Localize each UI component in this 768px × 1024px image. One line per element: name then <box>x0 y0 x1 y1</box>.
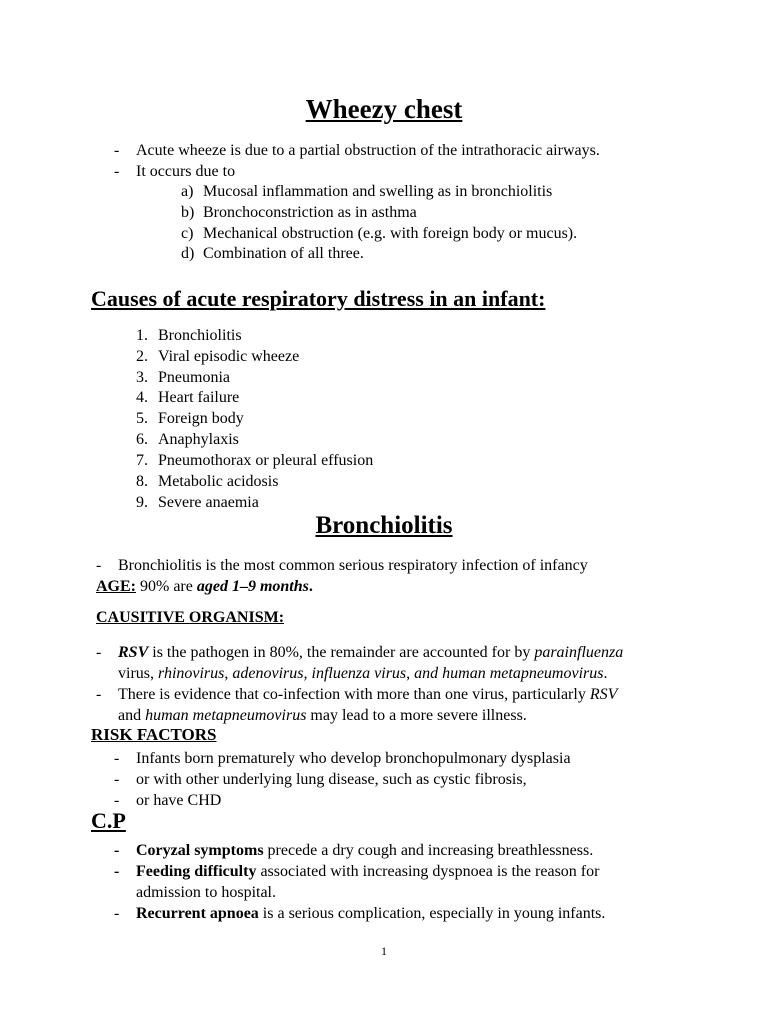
risk-item: or with other underlying lung disease, such as cystic fibrosis, <box>136 771 527 788</box>
list-item <box>136 430 239 450</box>
age-label: AGE: <box>96 578 136 595</box>
list-text: Viral episodic wheeze <box>158 348 300 365</box>
list-marker: 5. <box>136 410 148 427</box>
age-text: 90% are <box>136 578 197 595</box>
list-item <box>136 493 259 513</box>
page-number: 1 <box>381 944 387 958</box>
list-item <box>136 326 242 346</box>
organism-line-2 <box>118 664 607 684</box>
cause-item <box>181 244 364 264</box>
bullet-dash: - <box>114 142 120 159</box>
organism-line-1 <box>118 643 623 663</box>
organism-text: There is evidence that co-infection with more than one virus, particularly <box>118 686 590 703</box>
risk-item: Infants born prematurely who develop bronchopulmonary dysplasia <box>136 750 571 767</box>
rsv-term: RSV <box>589 686 618 703</box>
bronchiolitis-line-1: Bronchiolitis is the most common serious respiratory infection of infancy <box>118 557 588 574</box>
bullet-dash: - <box>114 863 120 880</box>
bullet-dash: - <box>114 842 120 859</box>
rsv-term: RSV <box>118 644 149 661</box>
cp-text: associated with increasing dyspnoea is the reason for <box>256 863 600 880</box>
bullet-dash: - <box>114 750 120 767</box>
bullet-dash: - <box>114 771 120 788</box>
list-marker: 6. <box>136 431 148 448</box>
organism-heading: CAUSITIVE ORGANISM: <box>96 609 285 626</box>
list-text: Foreign body <box>158 410 244 427</box>
organism-text: is the pathogen in 80%, the remainder are accounted for by <box>148 644 535 661</box>
cause-text: Combination of all three. <box>203 245 364 262</box>
organism-text: . <box>603 665 608 682</box>
list-text: Bronchiolitis <box>158 327 242 344</box>
list-text: Anaphylaxis <box>158 431 239 448</box>
cause-text: Mucosal inflammation and swelling as in bronchiolitis <box>203 183 553 200</box>
intro-line-1: Acute wheeze is due to a partial obstruction of the intrathoracic airways. <box>136 142 600 159</box>
cp-item <box>136 862 599 882</box>
bronchiolitis-heading: Bronchiolitis <box>315 512 453 539</box>
list-item <box>136 347 299 367</box>
cause-item <box>181 203 417 223</box>
cp-item <box>136 904 605 924</box>
list-item <box>136 388 239 408</box>
page-title: Wheezy chest <box>305 94 463 124</box>
bullet-dash: - <box>96 557 102 574</box>
rhinovirus-term: rhinovirus <box>158 665 225 682</box>
cause-text: Mechanical obstruction (e.g. with foreign body or mucus). <box>203 225 578 242</box>
parainfluenza-term: parainfluenza <box>534 644 624 661</box>
age-line <box>96 577 313 597</box>
risk-item: or have CHD <box>136 792 222 809</box>
age-end: . <box>308 578 313 595</box>
cp-item-continued: admission to hospital. <box>136 884 276 901</box>
list-marker: 4. <box>136 389 148 406</box>
list-marker: 7. <box>136 452 148 469</box>
distress-heading: Causes of acute respiratory distress in an infant: <box>91 286 546 311</box>
cause-marker: a) <box>181 183 194 200</box>
list-text: Severe anaemia <box>158 494 259 511</box>
organism-line-3 <box>118 685 617 705</box>
bullet-dash: - <box>96 686 102 703</box>
cp-item <box>136 841 593 861</box>
bullet-dash: - <box>114 792 120 809</box>
cp-term: Feeding difficulty <box>136 863 257 880</box>
organism-line-4 <box>118 706 527 726</box>
cp-term: Recurrent apnoea <box>136 905 259 922</box>
cause-item <box>181 182 552 202</box>
organism-text: virus, <box>118 665 158 682</box>
cp-heading: C.P <box>91 808 126 833</box>
list-item <box>136 451 373 471</box>
cause-marker: d) <box>181 245 195 262</box>
list-marker: 3. <box>136 369 148 386</box>
organism-text: and <box>118 707 146 724</box>
cause-text: Bronchoconstriction as in asthma <box>203 204 417 221</box>
list-item <box>136 409 244 429</box>
cp-text: precede a dry cough and increasing breathlessness. <box>263 842 594 859</box>
cause-item <box>181 224 577 244</box>
hmpv-term: human metapneumovirus <box>145 707 307 724</box>
cp-text: is a serious complication, especially in young infants. <box>258 905 606 922</box>
list-marker: 2. <box>136 348 148 365</box>
cause-marker: b) <box>181 204 195 221</box>
list-text: Heart failure <box>158 389 240 406</box>
risk-heading: RISK FACTORS <box>91 725 217 744</box>
bullet-dash: - <box>114 163 120 180</box>
cause-marker: c) <box>181 225 194 242</box>
list-marker: 8. <box>136 473 148 490</box>
list-marker: 1. <box>136 327 148 344</box>
bullet-dash: - <box>114 905 120 922</box>
cp-term: Coryzal symptoms <box>136 842 264 859</box>
list-marker: 9. <box>136 494 148 511</box>
intro-line-2: It occurs due to <box>136 163 236 180</box>
list-text: Pneumothorax or pleural effusion <box>158 452 374 469</box>
list-text: Pneumonia <box>158 369 230 386</box>
list-item <box>136 368 230 388</box>
list-text: Metabolic acidosis <box>158 473 279 490</box>
age-emphasis: aged 1–9 months <box>196 578 309 595</box>
virus-list: adenovirus, influenza virus, and human metapneumovirus <box>232 665 604 682</box>
list-item <box>136 472 278 492</box>
bullet-dash: - <box>96 644 102 661</box>
organism-text: may lead to a more severe illness. <box>306 707 527 724</box>
organism-text: , <box>224 665 233 682</box>
